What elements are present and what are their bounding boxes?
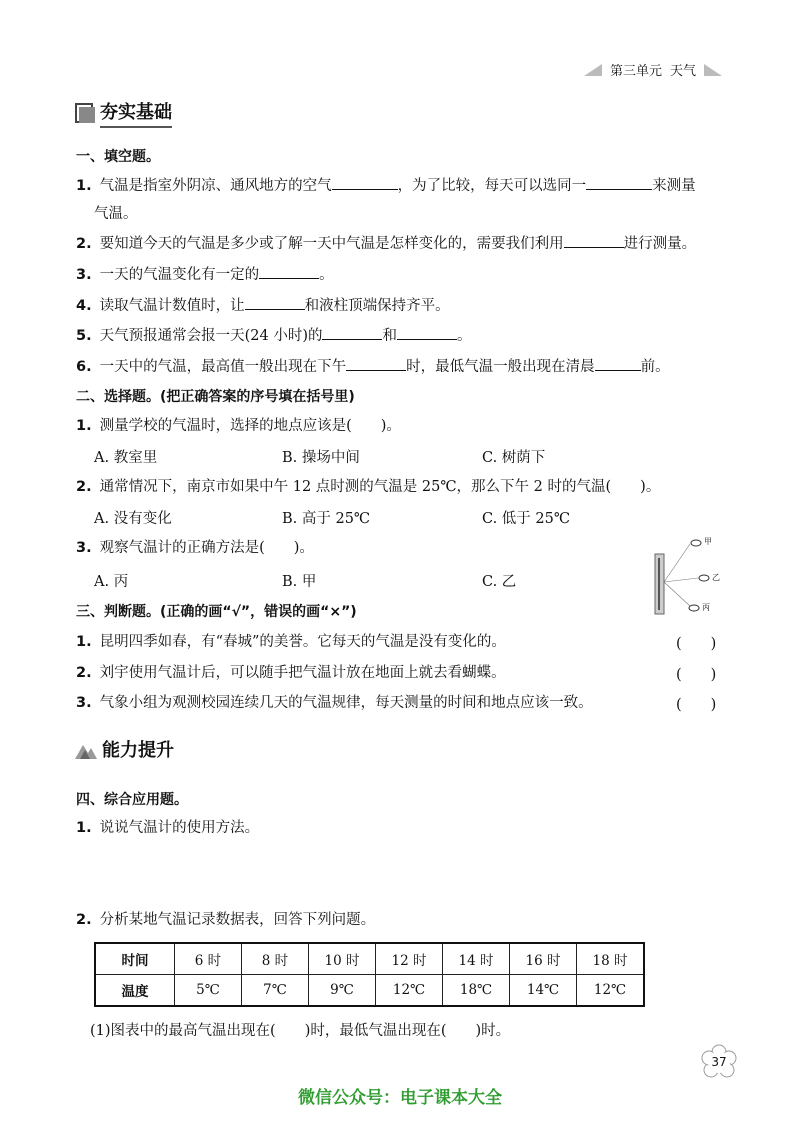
fill-question-4: 4. 读取气温计数值时，让 和液柱顶端保持齐平。 <box>76 295 450 316</box>
header-topic: 天气 <box>669 64 696 79</box>
page-header <box>584 60 722 79</box>
table-row <box>95 943 644 975</box>
part4-title: 四、综合应用题。 <box>76 792 188 808</box>
mountain-icon <box>74 740 98 760</box>
page-number: 37 <box>711 1055 727 1069</box>
section-title-improve: 能力提升 <box>74 736 174 764</box>
part1-title: 一、填空题。 <box>76 149 160 165</box>
fill-question-2: 2. 要知道今天的气温是多少或了解一天中气温是怎样变化的，需要我们利用 进行测量。 <box>76 233 696 254</box>
footer-watermark: 微信公众号：电子课本大全 <box>298 1088 502 1108</box>
page-number-badge <box>700 1044 738 1082</box>
choice-option[interactable]: B. 高于 25℃ <box>282 511 371 527</box>
table-cell: 8 时 <box>242 943 309 975</box>
judge-question-3: 3. 气象小组为观测校园连续几天的气温规律，每天测量的时间和地点应该一致。 <box>76 695 593 711</box>
table-cell: 10 时 <box>309 943 376 975</box>
header-right-triangle-icon <box>704 64 722 76</box>
choice-question-1: 1. 测量学校的气温时，选择的地点应该是( )。 <box>76 418 401 434</box>
temperature-table <box>94 942 645 1007</box>
table-cell: 12 时 <box>376 943 443 975</box>
figure-label-jia: 甲 <box>704 537 712 546</box>
choice-option[interactable]: A. 没有变化 <box>94 511 172 527</box>
answer-parenthesis[interactable]: ( ) <box>676 636 717 652</box>
fill-question-1: 1. 气温是指室外阴凉、通风地方的空气 ，为了比较，每天可以选同一 来测量 <box>76 175 696 196</box>
table-cell: 16 时 <box>510 943 577 975</box>
answer-blank[interactable] <box>586 175 652 190</box>
table-cell: 5℃ <box>175 975 242 1007</box>
choice-option[interactable]: A. 教室里 <box>94 450 158 466</box>
figure-label-yi: 乙 <box>712 573 720 582</box>
answer-parenthesis[interactable]: ( ) <box>676 697 717 713</box>
application-question-1: 1. 说说气温计的使用方法。 <box>76 820 260 836</box>
fill-question-3: 3. 一天的气温变化有一定的 。 <box>76 264 334 285</box>
choice-option[interactable]: A. 丙 <box>94 574 129 590</box>
table-cell: 6 时 <box>175 943 242 975</box>
thermometer-figure <box>650 532 730 618</box>
figure-label-bing: 丙 <box>702 603 710 612</box>
answer-blank[interactable] <box>397 325 457 340</box>
table-row <box>95 975 644 1007</box>
fill-question-1-cont: 气温。 <box>94 206 138 222</box>
table-cell: 12℃ <box>577 975 645 1007</box>
choice-option[interactable]: B. 甲 <box>282 574 317 590</box>
answer-blank[interactable] <box>322 325 382 340</box>
table-row-header: 时间 <box>95 943 175 975</box>
table-cell: 14℃ <box>510 975 577 1007</box>
table-cell: 14 时 <box>443 943 510 975</box>
header-left-triangle-icon <box>584 64 602 76</box>
judge-question-2: 2. 刘宇使用气温计后，可以随手把气温计放在地面上就去看蝴蝶。 <box>76 665 506 681</box>
judge-question-1: 1. 昆明四季如春，有“春城”的美誉。它每天的气温是没有变化的。 <box>76 634 506 650</box>
fill-question-6: 6. 一天中的气温，最高值一般出现在下午 时，最低气温一般出现在清晨 前。 <box>76 356 670 377</box>
table-cell: 12℃ <box>376 975 443 1007</box>
choice-option[interactable]: B. 操场中间 <box>282 450 360 466</box>
application-question-2: 2. 分析某地气温记录数据表，回答下列问题。 <box>76 912 376 928</box>
part2-title: 二、选择题。(把正确答案的序号填在括号里) <box>76 389 355 405</box>
choice-option[interactable]: C. 乙 <box>482 574 517 590</box>
application-subquestion-1: (1)图表中的最高气温出现在( )时，最低气温出现在( )时。 <box>90 1023 511 1039</box>
answer-parenthesis[interactable]: ( ) <box>676 667 717 683</box>
choice-question-3: 3. 观察气温计的正确方法是( )。 <box>76 540 314 556</box>
table-cell: 9℃ <box>309 975 376 1007</box>
part3-title: 三、判断题。(正确的画“√”，错误的画“×”) <box>76 604 357 620</box>
table-cell: 18℃ <box>443 975 510 1007</box>
fill-question-5: 5. 天气预报通常会报一天(24 小时)的 和 。 <box>76 325 471 346</box>
table-cell: 18 时 <box>577 943 645 975</box>
choice-question-2: 2. 通常情况下，南京市如果中午 12 点时测的气温是 25℃，那么下午 2 时的气温( )。 <box>76 479 661 495</box>
section-title-basics: 夯实基础 <box>74 98 172 128</box>
answer-blank[interactable] <box>259 264 319 279</box>
answer-blank[interactable] <box>332 175 398 190</box>
table-row-header: 温度 <box>95 975 175 1007</box>
answer-blank[interactable] <box>595 356 641 371</box>
choice-option[interactable]: C. 低于 25℃ <box>482 511 571 527</box>
answer-blank[interactable] <box>245 295 305 310</box>
book-icon <box>74 102 96 124</box>
header-unit: 第三单元 <box>609 64 662 79</box>
table-cell: 7℃ <box>242 975 309 1007</box>
choice-option[interactable]: C. 树荫下 <box>482 450 546 466</box>
answer-blank[interactable] <box>564 233 624 248</box>
answer-blank[interactable] <box>346 356 406 371</box>
